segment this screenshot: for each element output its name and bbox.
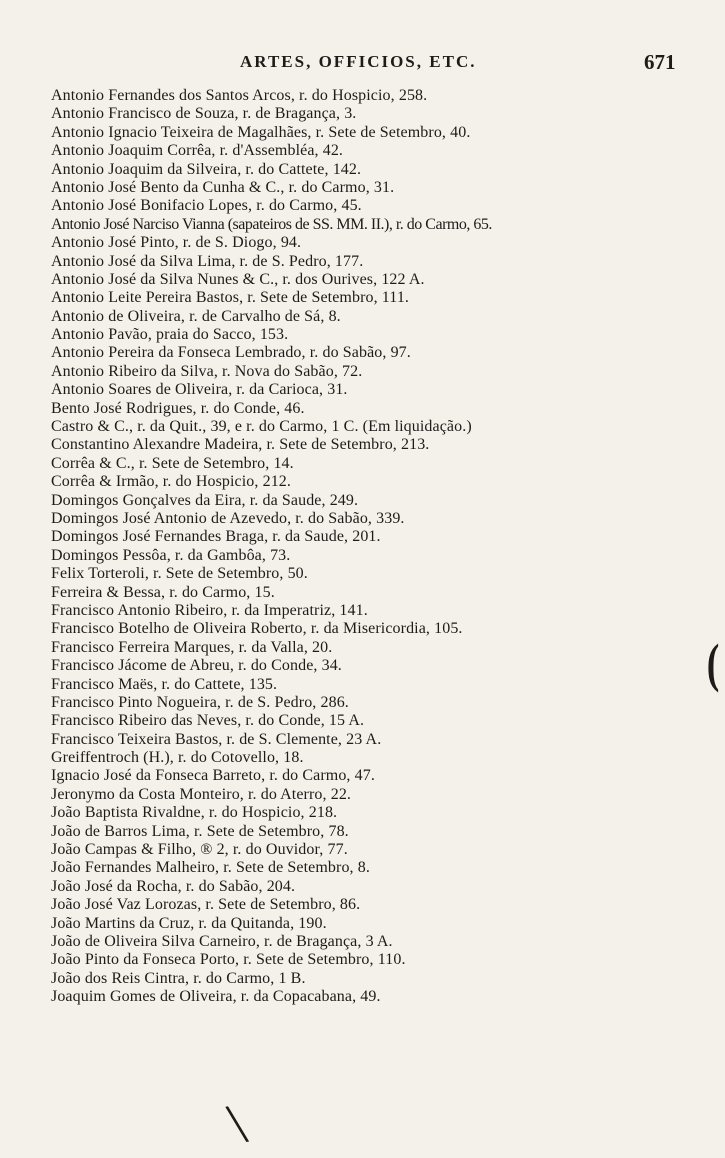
list-item: Antonio José Pinto, r. de S. Diogo, 94. — [51, 234, 302, 252]
page-number: 671 — [644, 50, 676, 74]
list-item: Ferreira & Bessa, r. do Carmo, 15. — [51, 583, 275, 601]
list-item: Antonio Fernandes dos Santos Arcos, r. do Hospicio, 258. — [51, 87, 428, 104]
list-item: Felix Torteroli, r. Sete de Setembro, 50. — [51, 565, 308, 583]
list-item: João Baptista Rivaldne, r. do Hospicio, 218. — [51, 804, 338, 822]
list-item: João de Barros Lima, r. Sete de Setembro, 78. — [51, 822, 349, 840]
list-item: Antonio José Bento da Cunha & C., r. do Carmo, 31. — [51, 178, 395, 196]
list-item: Bento José Rodrigues, r. do Conde, 46. — [51, 399, 305, 417]
list-item: João Campas & Filho, ® 2, r. do Ouvidor, 77. — [51, 841, 348, 859]
list-item: Antonio Ignacio Teixeira de Magalhães, r. Sete de Setembro, 40. — [51, 123, 471, 141]
list-item: Constantino Alexandre Madeira, r. Sete de Setembro, 213. — [51, 436, 430, 454]
list-item: Joaquim Gomes de Oliveira, r. da Copacabana, 49. — [51, 988, 381, 1006]
list-item: Francisco Pinto Nogueira, r. de S. Pedro, 286. — [51, 693, 349, 711]
list-item: João José Vaz Lorozas, r. Sete de Setembro, 86. — [51, 896, 361, 914]
list-item: Corrêa & C., r. Sete de Setembro, 14. — [51, 454, 294, 472]
list-item: Castro & C., r. da Quit., 39, e r. do Carmo, 1 C. (Em liquidação.) — [51, 418, 472, 436]
list-item: Antonio Francisco de Souza, r. de Bragança, 3. — [51, 105, 357, 123]
list-item: Antonio José da Silva Nunes & C., r. dos Ourives, 122 A. — [51, 270, 425, 288]
list-item: Ignacio José da Fonseca Barreto, r. do Carmo, 47. — [51, 767, 375, 785]
list-item: Antonio Joaquim Corrêa, r. d'Assembléa, 42. — [51, 142, 344, 160]
list-item: Antonio José Narciso Vianna (sapateiros de SS. MM. II.), r. do Carmo, 65. — [51, 215, 492, 233]
list-item: Francisco Teixeira Bastos, r. de S. Clemente, 23 A. — [51, 730, 382, 748]
list-item: Domingos Gonçalves da Eira, r. da Saude, 249. — [51, 491, 359, 509]
list-item: Francisco Ferreira Marques, r. da Valla, 20. — [51, 638, 333, 656]
list-item: João dos Reis Cintra, r. do Carmo, 1 B. — [51, 969, 306, 987]
list-item: João José da Rocha, r. do Sabão, 204. — [51, 877, 296, 895]
list-item: Domingos Pessôa, r. da Gambôa, 73. — [51, 546, 291, 564]
list-item: Antonio Joaquim da Silveira, r. do Cattete, 142. — [51, 160, 362, 178]
list-item: Antonio Leite Pereira Bastos, r. Sete de Setembro, 111. — [51, 289, 410, 307]
list-item: Jeronymo da Costa Monteiro, r. do Aterro, 22. — [51, 785, 352, 803]
directory-list — [51, 87, 721, 1007]
list-item: Corrêa & Irmão, r. do Hospicio, 212. — [51, 473, 291, 491]
list-item: Francisco Maës, r. do Cattete, 135. — [51, 675, 278, 693]
list-item: João de Oliveira Silva Carneiro, r. de Bragança, 3 A. — [51, 932, 393, 950]
list-item: Antonio José Bonifacio Lopes, r. do Carmo, 45. — [51, 197, 362, 215]
list-item: João Fernandes Malheiro, r. Sete de Setembro, 8. — [51, 859, 370, 877]
list-item: Francisco Ribeiro das Neves, r. do Conde, 15 A. — [51, 712, 365, 730]
list-item: Greiffentroch (H.), r. do Cotovello, 18. — [51, 749, 304, 767]
list-item: João Pinto da Fonseca Porto, r. Sete de Setembro, 110. — [51, 951, 406, 969]
list-item: Antonio Ribeiro da Silva, r. Nova do Sabão, 72. — [51, 362, 363, 380]
list-item: Antonio Pavão, praia do Sacco, 153. — [51, 326, 289, 344]
list-item: Francisco Botelho de Oliveira Roberto, r. da Misericordia, 105. — [51, 620, 463, 638]
list-item: Francisco Antonio Ribeiro, r. da Imperatriz, 141. — [51, 601, 368, 619]
list-item: Antonio José da Silva Lima, r. de S. Pedro, 177. — [51, 252, 364, 270]
margin-bracket-mark: ( — [706, 633, 720, 693]
list-item: Antonio de Oliveira, r. de Carvalho de Sá, 8. — [51, 307, 341, 325]
page-header — [0, 50, 725, 80]
section-title: ARTES, OFFICIOS, ETC. — [240, 52, 477, 71]
list-item: Francisco Jácome de Abreu, r. do Conde, 34. — [51, 657, 342, 675]
list-item: Domingos José Fernandes Braga, r. da Saude, 201. — [51, 528, 381, 546]
ink-stroke-mark: \ — [222, 1090, 252, 1157]
list-item: João Martins da Cruz, r. da Quitanda, 190. — [51, 914, 327, 932]
list-item: Antonio Soares de Oliveira, r. da Carioca, 31. — [51, 381, 348, 399]
list-item: Antonio Pereira da Fonseca Lembrado, r. do Sabão, 97. — [51, 344, 411, 362]
list-item: Domingos José Antonio de Azevedo, r. do Sabão, 339. — [51, 509, 405, 527]
